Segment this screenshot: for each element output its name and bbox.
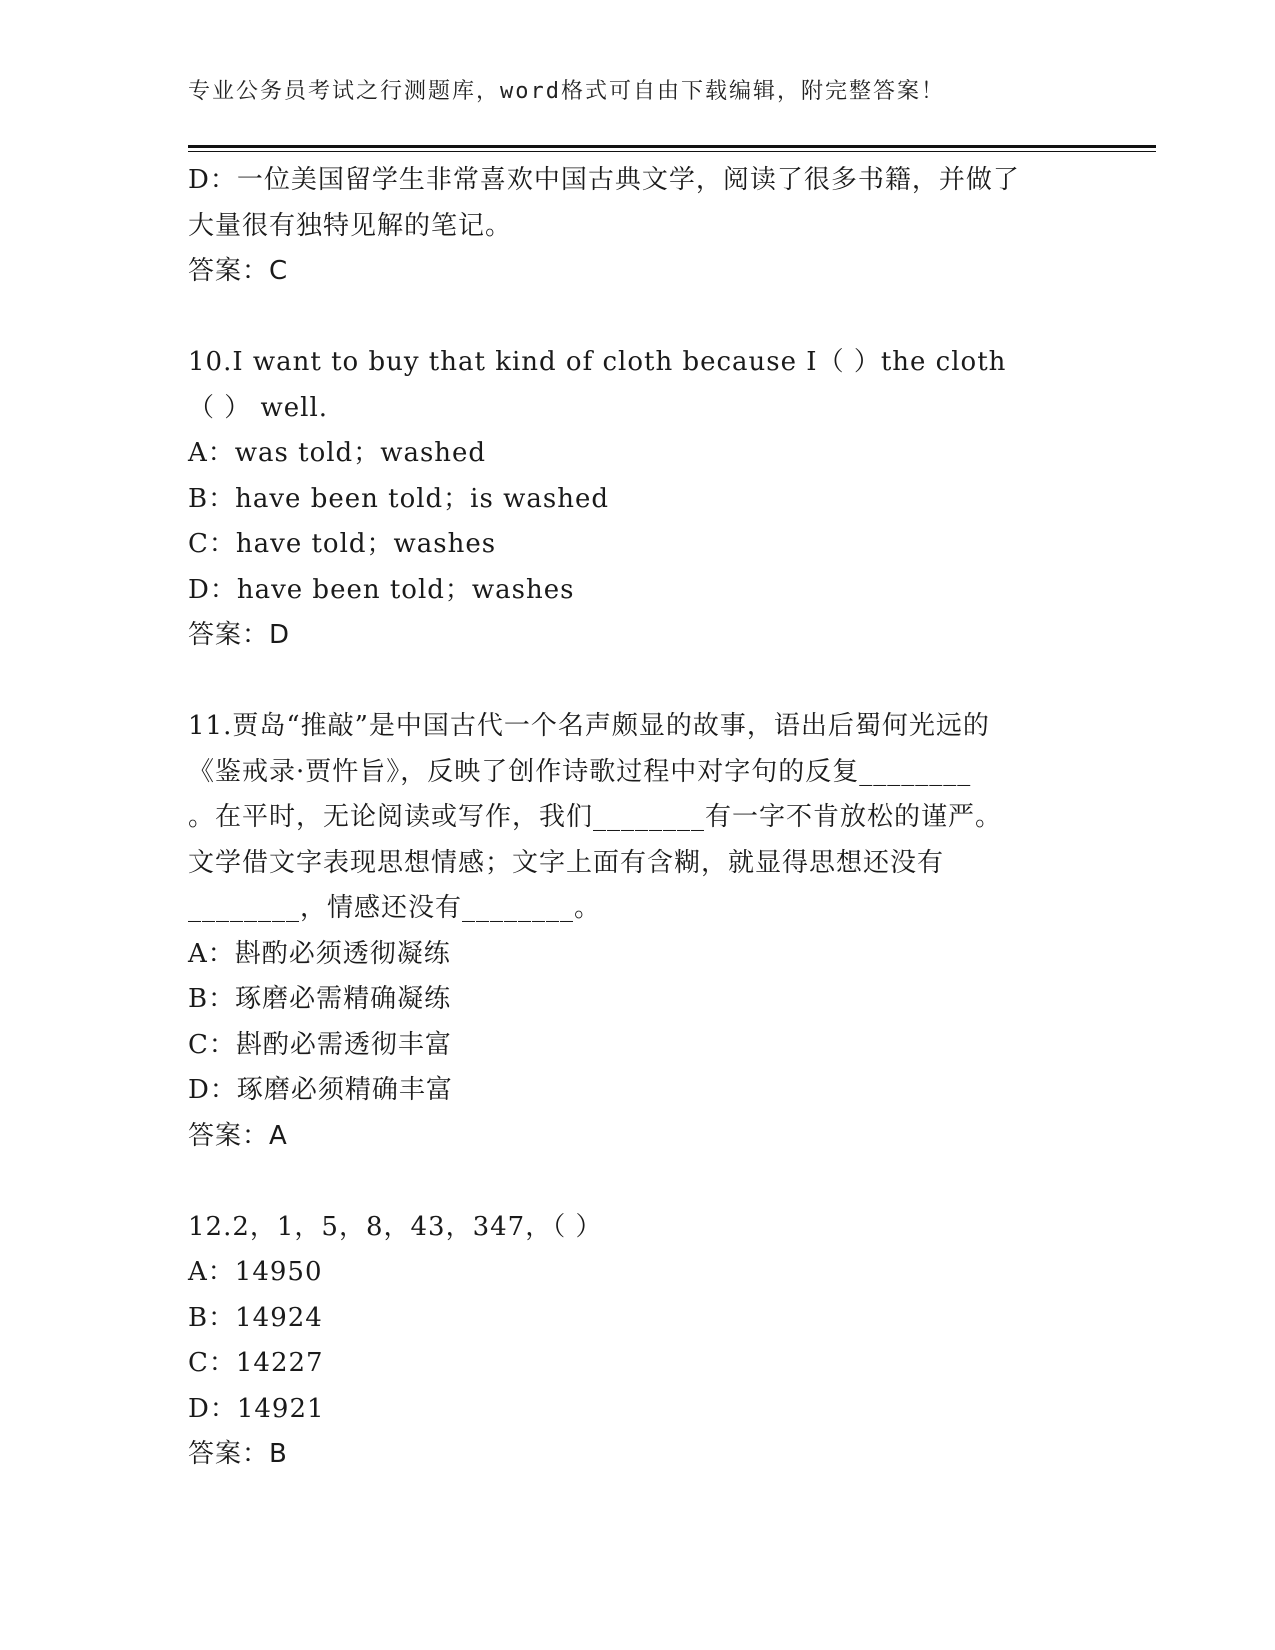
q12-option-b: B：14924: [188, 1302, 323, 1333]
q11-stem-line3: 。在平时，无论阅读或写作，我们________有一字不肯放松的谨严。: [188, 802, 1003, 832]
q10-option-c: C：have told；washes: [188, 529, 497, 559]
q11-option-c: C：斟酌必需透彻丰富: [188, 1029, 452, 1060]
q11-option-a: A：斟酌必须透彻凝练: [188, 938, 451, 969]
q11-option-d: D：琢磨必须精确丰富: [188, 1075, 453, 1105]
spacer: [188, 1159, 1088, 1205]
q9-answer: 答案：C: [188, 256, 289, 286]
q10-answer: 答案：D: [188, 620, 291, 650]
q10-option-b: B：have been told；is washed: [188, 483, 609, 514]
q9-option-d-line1: D：一位美国留学生非常喜欢中国古典文学，阅读了很多书籍，并做了: [188, 165, 1020, 195]
q11-stem-line2: 《鉴戒录·贾忤旨》，反映了创作诗歌过程中对字句的反复________: [188, 756, 972, 787]
q9-option-d-line2: 大量很有独特见解的笔记。: [188, 210, 513, 241]
page-header: 专业公务员考试之行测题库，word格式可自由下载编辑，附完整答案！: [188, 79, 945, 104]
q12-option-c: C：14227: [188, 1348, 324, 1378]
q10-option-d: D：have been told；washes: [188, 574, 575, 605]
spacer: [188, 295, 1088, 341]
q10-stem-line2: （ ） well.: [188, 392, 329, 423]
q12-answer: 答案：B: [188, 1439, 288, 1469]
question-content: [188, 158, 1088, 1478]
q12-stem-line1: 12.2，1，5，8，43，347，（ ）: [188, 1211, 603, 1242]
q10-option-a: A：was told；washed: [188, 438, 487, 468]
q11-answer: 答案：A: [188, 1120, 288, 1151]
q12-option-d: D：14921: [188, 1393, 325, 1424]
spacer: [188, 659, 1088, 705]
q11-stem-line1: 11.贾岛“推敲”是中国古代一个名声颇显的故事，语出后蜀何光远的: [188, 711, 990, 741]
q10-stem-line1: 10.I want to buy that kind of cloth because I（ ）the cloth: [188, 347, 1007, 377]
q11-stem-line5: ________，情感还没有________。: [188, 893, 602, 923]
q11-option-b: B：琢磨必需精确凝练: [188, 984, 452, 1014]
q11-stem-line4: 文学借文字表现思想情感；文字上面有含糊，就显得思想还没有: [188, 847, 945, 878]
header-rule-thin: [188, 151, 1156, 152]
q12-option-a: A：14950: [188, 1257, 323, 1287]
header-rule-thick: [188, 145, 1156, 148]
